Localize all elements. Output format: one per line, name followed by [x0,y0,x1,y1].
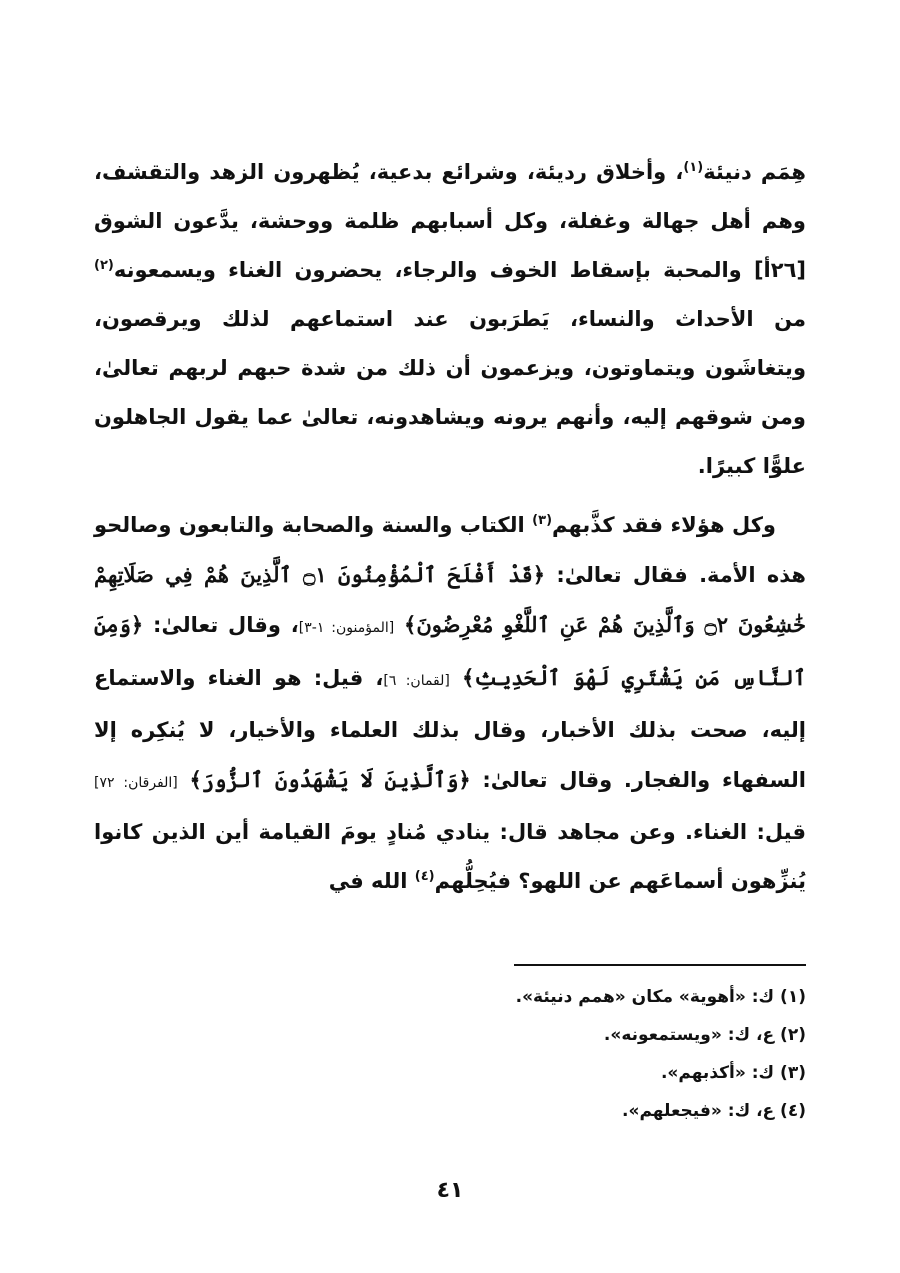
quran-verse: ﴿قَدْ أَفْلَحَ ٱلْمُؤْمِنُونَ ۝١ ٱلَّذِينَ هُمْ فِي صَلَاتِهِمْ خَٰشِعُونَ ۝٢ وَٱلَّذِينَ هُمْ عَنِ ٱللَّغْوِ مُعْرِضُونَ﴾ [94,562,806,637]
paragraph-1 [94,148,806,491]
verse-reference: [لقمان: ٦] [383,673,450,689]
quran-verse: ﴿وَٱلَّذِينَ لَا يَشْهَدُونَ ٱلزُّورَ﴾ [189,767,471,792]
verse-reference: [الفرقان: ٧٢] [94,775,178,791]
quran-verse: ﴿وَمِنَ ٱلنَّاسِ مَن يَشْتَرِي لَهْوَ ٱلْحَدِيثِ﴾ [94,612,807,690]
footnote-1: (١) ك: «أهوية» مكان «همم دنيئة». [515,987,806,1007]
paragraph-1-segment: ، وأخلاق رديئة، وشرائع بدعية، يُظهرون الزهد والتقشف، وهم أهل جهالة وغفلة، وكل أسبابهم ظلمة ووحشة، يدَّعون الشوق [٢٦أ] والمحبة بإسقاط الخوف والرجاء، يحضرون الغناء ويسمعونه [94,160,806,282]
footnote-3: (٣) ك: «أكذبهم». [660,1063,806,1083]
paragraph-2-segment: الله في [328,869,415,893]
footnote-marker-3: (٣) [532,513,553,528]
paragraph-2-segment: الكتاب والسنة والصحابة والتابعون وصالحو هذه الأمة. فقال تعالىٰ: [94,513,806,587]
footnote-separator [514,964,806,966]
footnote-marker-2: (٢) [94,258,114,273]
footnote-2: (٢) ع، ك: «ويستمعونه». [603,1025,806,1045]
paragraph-2 [94,501,806,906]
paragraph-2-segment: ، قيل: هو الغناء والاستماع إليه، صحت بذلك الأخبار، وقال بذلك العلماء والأخيار، لا يُنكِره إلا السفهاء والفجار. وقال تعالىٰ: [94,666,806,792]
footnote-marker-1: (١) [683,160,704,175]
footnote-marker-4: (٤) [414,869,435,884]
footnote-4: (٤) ع، ك: «فيجعلهم». [622,1101,806,1121]
footnotes [94,978,806,1130]
paragraph-2-segment: قيل: الغناء. وعن مجاهد قال: ينادي مُنادٍ يومَ القيامة أين الذين كانوا يُنزِّهون أسماعَهم عن اللهو؟ فيُحِلُّهم [94,820,806,893]
paragraph-2-segment: وكل هؤلاء فقد كذَّبهم [552,513,776,537]
page-number: ٤١ [436,1178,464,1203]
paragraph-1-segment: من الأحداث والنساء، يَطرَبون عند استماعهم لذلك ويرقصون، ويتغاشَون ويتماوتون، ويزعمون أن ذلك من شدة حبهم لربهم تعالىٰ، ومن شوقهم إليه، وأنهم يرونه ويشاهدونه، تعالىٰ عما يقول الجاهلون علوًّا كبيرًا. [94,307,806,478]
paragraph-2-segment: ، وقال تعالىٰ: [143,613,299,637]
verse-reference: [المؤمنون: ١-٣] [298,620,395,636]
main-text [94,148,806,906]
paragraph-1-segment: هِمَم دنيئة [703,160,806,184]
